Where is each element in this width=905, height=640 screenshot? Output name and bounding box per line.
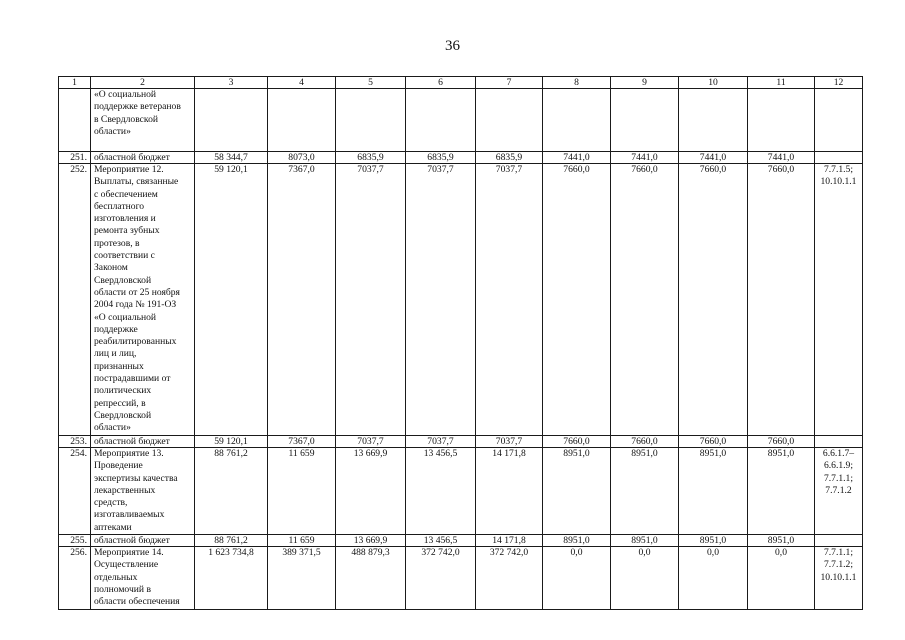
value-cell: 13 669,9 (336, 448, 406, 535)
row-number-cell: 253. (59, 436, 91, 448)
value-cell: 8073,0 (268, 152, 336, 164)
target-indicator-cell: 7.7.1.5; 10.10.1.1 (815, 164, 863, 436)
value-cell: 7660,0 (748, 436, 815, 448)
value-cell: 58 344,7 (195, 152, 268, 164)
value-cell: 14 171,8 (476, 448, 543, 535)
column-header: 9 (611, 77, 679, 89)
value-cell: 7037,7 (476, 436, 543, 448)
budget-table (58, 76, 863, 610)
value-cell: 11 659 (268, 535, 336, 547)
value-cell: 6835,9 (336, 152, 406, 164)
value-cell: 13 456,5 (406, 535, 476, 547)
value-cell: 7441,0 (611, 152, 679, 164)
value-cell: 7367,0 (268, 164, 336, 436)
value-cell: 7037,7 (336, 164, 406, 436)
value-cell: 7037,7 (406, 164, 476, 436)
description-cell: Мероприятие 12. Выплаты, связанные с обеспечением бесплатного изготовления и ремонта зубных протезов, в соответствии с Законом Свердловской области от 25 ноября 2004 года № 191-ОЗ «О социальной поддержке реабилитированных лиц и лиц, признанных пострадавшими от политических репрессий, в Свердловской области» (91, 164, 195, 436)
value-cell: 6835,9 (406, 152, 476, 164)
value-cell: 7037,7 (476, 164, 543, 436)
value-cell: 8951,0 (748, 448, 815, 535)
table-row (59, 547, 863, 609)
row-number-cell (59, 89, 91, 152)
description-cell: областной бюджет (91, 152, 195, 164)
value-cell: 7660,0 (543, 164, 611, 436)
value-cell: 7037,7 (336, 436, 406, 448)
value-cell: 8951,0 (748, 535, 815, 547)
value-cell: 8951,0 (543, 535, 611, 547)
value-cell: 7367,0 (268, 436, 336, 448)
value-cell (611, 89, 679, 152)
value-cell: 7441,0 (748, 152, 815, 164)
column-header: 11 (748, 77, 815, 89)
table-header-row (59, 77, 863, 89)
column-header: 3 (195, 77, 268, 89)
value-cell (476, 89, 543, 152)
row-number-cell: 255. (59, 535, 91, 547)
value-cell: 8951,0 (543, 448, 611, 535)
value-cell: 14 171,8 (476, 535, 543, 547)
column-header: 12 (815, 77, 863, 89)
value-cell: 7660,0 (679, 164, 748, 436)
value-cell: 59 120,1 (195, 436, 268, 448)
value-cell: 88 761,2 (195, 448, 268, 535)
value-cell: 7660,0 (679, 436, 748, 448)
target-indicator-cell (815, 436, 863, 448)
table-row (59, 89, 863, 152)
value-cell: 6835,9 (476, 152, 543, 164)
column-header: 6 (406, 77, 476, 89)
target-indicator-cell (815, 535, 863, 547)
row-number-cell: 254. (59, 448, 91, 535)
value-cell (268, 89, 336, 152)
value-cell: 0,0 (543, 547, 611, 609)
target-indicator-cell: 6.6.1.7– 6.6.1.9; 7.7.1.1; 7.7.1.2 (815, 448, 863, 535)
column-header: 5 (336, 77, 406, 89)
value-cell (406, 89, 476, 152)
value-cell: 488 879,3 (336, 547, 406, 609)
value-cell: 7660,0 (748, 164, 815, 436)
value-cell (679, 89, 748, 152)
value-cell (336, 89, 406, 152)
value-cell: 7660,0 (611, 436, 679, 448)
value-cell: 7441,0 (543, 152, 611, 164)
value-cell: 8951,0 (611, 448, 679, 535)
value-cell: 0,0 (611, 547, 679, 609)
row-number-cell: 256. (59, 547, 91, 609)
target-indicator-cell (815, 89, 863, 152)
table-row (59, 164, 863, 436)
value-cell: 59 120,1 (195, 164, 268, 436)
value-cell: 372 742,0 (406, 547, 476, 609)
target-indicator-cell: 7.7.1.1; 7.7.1.2; 10.10.1.1 (815, 547, 863, 609)
value-cell: 8951,0 (611, 535, 679, 547)
value-cell: 13 669,9 (336, 535, 406, 547)
target-indicator-cell (815, 152, 863, 164)
value-cell: 11 659 (268, 448, 336, 535)
row-number-cell: 251. (59, 152, 91, 164)
description-cell: «О социальной поддержке ветеранов в Свердловской области» (91, 89, 195, 152)
value-cell: 389 371,5 (268, 547, 336, 609)
value-cell: 1 623 734,8 (195, 547, 268, 609)
column-header: 8 (543, 77, 611, 89)
description-cell: Мероприятие 13. Проведение экспертизы качества лекарственных средств, изготавливаемых аптеками (91, 448, 195, 535)
row-number-cell: 252. (59, 164, 91, 436)
value-cell: 372 742,0 (476, 547, 543, 609)
value-cell: 7660,0 (543, 436, 611, 448)
column-header: 7 (476, 77, 543, 89)
value-cell: 88 761,2 (195, 535, 268, 547)
table-row (59, 448, 863, 535)
column-header: 2 (91, 77, 195, 89)
table-row (59, 436, 863, 448)
page-number: 36 (445, 38, 460, 54)
value-cell: 8951,0 (679, 448, 748, 535)
value-cell (748, 89, 815, 152)
description-cell: областной бюджет (91, 436, 195, 448)
value-cell: 7660,0 (611, 164, 679, 436)
column-header: 10 (679, 77, 748, 89)
column-header: 4 (268, 77, 336, 89)
description-cell: областной бюджет (91, 535, 195, 547)
value-cell: 13 456,5 (406, 448, 476, 535)
value-cell: 0,0 (748, 547, 815, 609)
value-cell: 7037,7 (406, 436, 476, 448)
table-row (59, 535, 863, 547)
table-row (59, 152, 863, 164)
value-cell: 7441,0 (679, 152, 748, 164)
description-cell: Мероприятие 14. Осуществление отдельных полномочий в области обеспечения (91, 547, 195, 609)
value-cell: 0,0 (679, 547, 748, 609)
value-cell (195, 89, 268, 152)
value-cell (543, 89, 611, 152)
column-header: 1 (59, 77, 91, 89)
value-cell: 8951,0 (679, 535, 748, 547)
